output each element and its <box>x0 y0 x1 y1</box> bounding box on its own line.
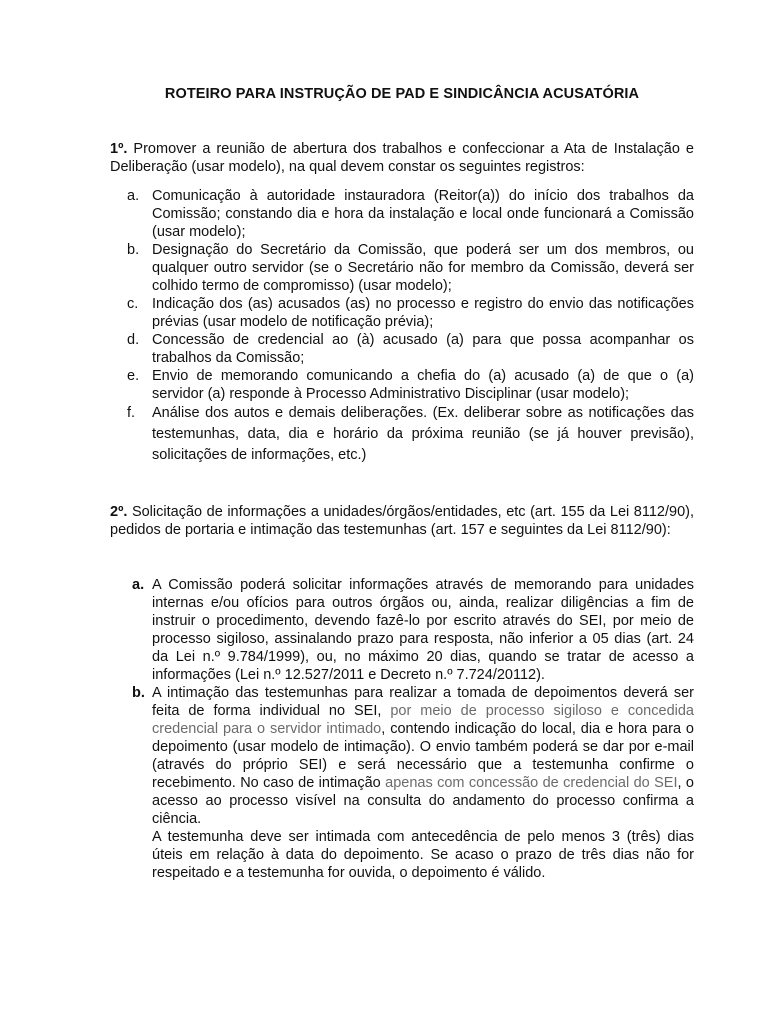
list-marker: d. <box>127 332 140 348</box>
section-1-list <box>110 187 694 466</box>
list-item-text: Comunicação à autoridade instauradora (Reitor(a)) do início dos trabalhos da Comissão; constando dia e hora da instalação e local onde funcionará a Comissão (usar modelo); <box>152 188 694 240</box>
list-marker: a. <box>132 577 145 593</box>
list-item-text: A Comissão poderá solicitar informações através de memorando para unidades internas e/ou ofícios para outros órgãos ou, ainda, realizar diligências a fim de instruir o procedimento, devendo fazê-lo por escrito através do SEI, por meio de processo sigiloso, assinalando prazo para resposta, não inferior a 05 dias (art. 24 da Lei n.º 9.784/1999), ou, no máximo 20 dias, quando se tratar de acesso a informações (Lei n.º 12.527/2011 e Decreto n.º 7.724/20112). <box>152 577 694 683</box>
list-item-1a <box>110 187 694 241</box>
section-2-intro <box>110 503 694 539</box>
list-item-text: Envio de memorando comunicando a chefia do (a) acusado (a) de que o (a) servidor (a) responde à Processo Administrativo Disciplinar (usar modelo); <box>152 368 694 402</box>
list-marker: b. <box>127 242 140 258</box>
section-2-number: 2º. <box>110 504 128 520</box>
list-item-2b <box>110 684 694 882</box>
list-marker: f. <box>127 405 136 421</box>
list-item-1b <box>110 241 694 295</box>
list-item-text-4: A testemunha deve ser intimada com antecedência de pelo menos 3 (três) dias úteis em relação à data do depoimento. Se acaso o prazo de três dias não for respeitado e a testemunha for ouvida, o depoimento é válido. <box>152 829 694 881</box>
section-1-number: 1º. <box>110 141 128 157</box>
list-item-2a <box>110 576 694 684</box>
list-item-1d <box>110 331 694 367</box>
list-marker: b. <box>132 685 145 701</box>
list-item-1e <box>110 367 694 403</box>
list-item-text: Concessão de credencial ao (à) acusado (a) para que possa acompanhar os trabalhos da Comissão; <box>152 332 694 366</box>
list-marker: c. <box>127 296 139 312</box>
list-item-1f <box>110 403 694 466</box>
section-1-intro-text: Promover a reunião de abertura dos trabalhos e confeccionar a Ata de Instalação e Deliberação (usar modelo), na qual devem constar os seguintes registros: <box>110 141 694 175</box>
section-2-intro-text: Solicitação de informações a unidades/órgãos/entidades, etc (art. 155 da Lei 8112/90), pedidos de portaria e intimação das testemunhas (art. 157 e seguintes da Lei 8112/90): <box>110 504 694 538</box>
list-item-1c <box>110 295 694 331</box>
section-1-intro <box>110 140 694 176</box>
list-marker: e. <box>127 368 140 384</box>
list-item-text: Designação do Secretário da Comissão, que poderá ser um dos membros, ou qualquer outro servidor (se o Secretário não for membro da Comissão, deverá ser colhido termo de compromisso) (usar modelo); <box>152 242 694 294</box>
list-item-text-1: A intimação das testemunhas para realizar a tomada de depoimentos deverá ser feita de forma individual no SEI, <box>152 685 694 719</box>
section-2-list <box>110 576 694 882</box>
list-item-text: Análise dos autos e demais deliberações. (Ex. deliberar sobre as notificações das testemunhas, data, dia e horário da próxima reunião (se já houver previsão), solicitações de informações, etc.) <box>152 405 694 463</box>
list-marker: a. <box>127 188 140 204</box>
list-item-text-2: , contendo indicação do local, dia e hora para o depoimento (usar modelo de intimação). O envio também poderá se dar por e-mail (através do próprio SEI) e será necessário que a testemunha confirme o recebimento. No caso de intimação <box>152 721 694 791</box>
list-item-text-3: , o acesso ao processo visível na consulta do andamento do processo confirma a ciência. <box>152 775 694 827</box>
list-item-text-highlight-2: apenas com concessão de credencial do SEI <box>385 775 678 791</box>
list-item-text: Indicação dos (as) acusados (as) no processo e registro do envio das notificações prévias (usar modelo de notificação prévia); <box>152 296 694 330</box>
list-item-text-highlight-1: por meio de processo sigiloso e concedida credencial para o servidor intimado <box>152 703 694 737</box>
document-title: ROTEIRO PARA INSTRUÇÃO DE PAD E SINDICÂNCIA ACUSATÓRIA <box>164 86 640 102</box>
